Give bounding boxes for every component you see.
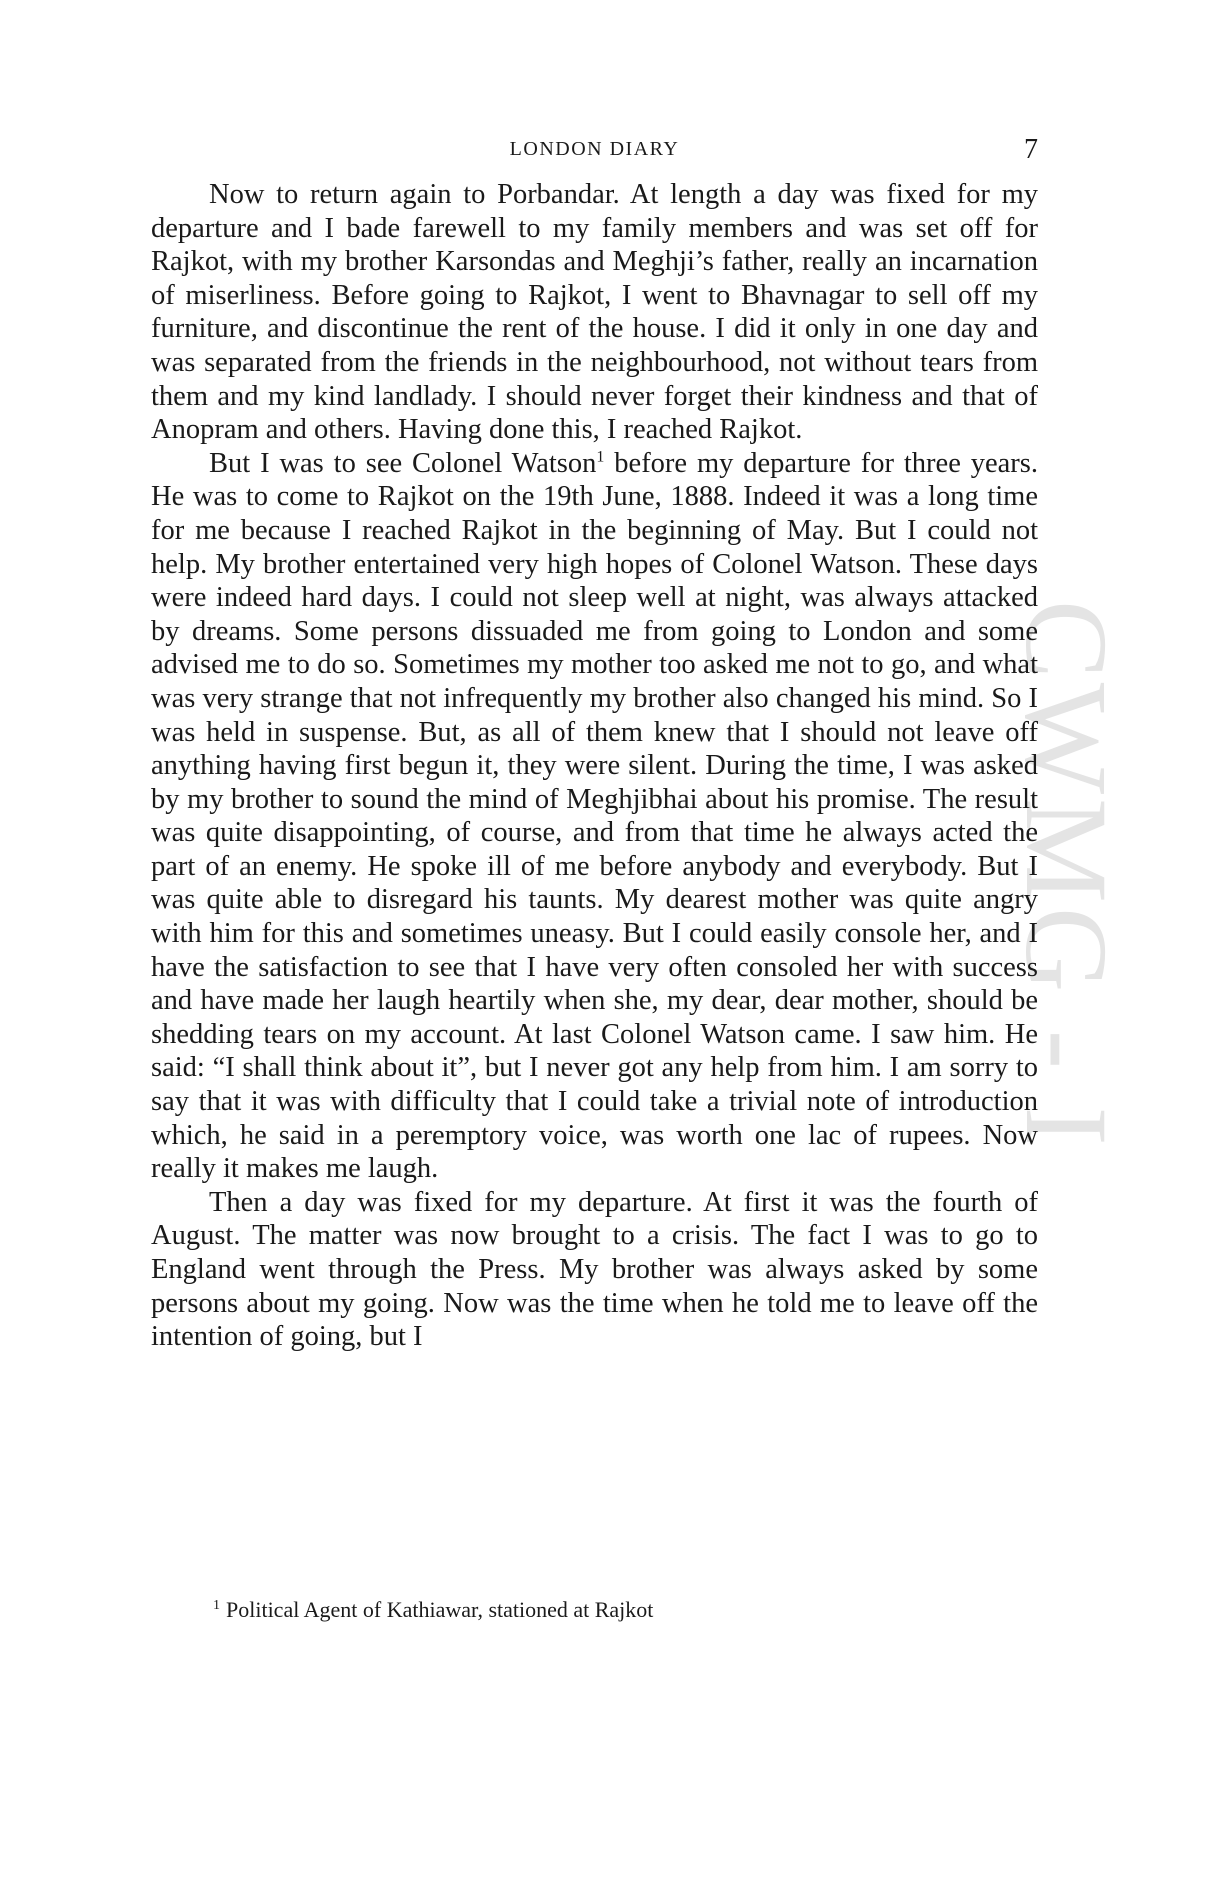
running-head bbox=[151, 134, 1038, 174]
footnote-mark: 1 bbox=[213, 1597, 220, 1613]
footnote-text: Political Agent of Kathiawar, stationed at Rajkot bbox=[226, 1597, 654, 1622]
paragraph-1: Now to return again to Porbandar. At length a day was fixed for my departure and I bade farewell to my family members and was set off for Rajkot, with my brother Karsondas and Meghji’s father, really an incarnation of miserliness. Before going to Rajkot, I went to Bhavnagar to sell off my furniture, and discontinue the rent of the house. I did it only in one day and was separated from the friends in the neighbourhood, not without tears from them and my kind landlady. I should never forget their kindness and that of Anopram and others. Having done this, I reached Rajkot. bbox=[151, 179, 1038, 446]
watermark: CWMG - I bbox=[1001, 600, 1132, 1150]
page-number: 7 bbox=[1024, 134, 1038, 165]
paragraph-2 bbox=[151, 447, 1038, 1186]
paragraph-3: Then a day was fixed for my departure. At first it was the fourth of August. The matter was now brought to a crisis. The fact I was to go to England went through the Press. My brother was always asked by some persons about my going. Now was the time when he told me to leave off the intention of going, but I bbox=[151, 1186, 1038, 1353]
running-title: LONDON DIARY bbox=[509, 138, 680, 160]
body-text bbox=[151, 178, 1038, 1354]
footnote bbox=[213, 1596, 1038, 1624]
paragraph-2-text-start: But I was to see Colonel Watson bbox=[209, 447, 597, 479]
footnote-reference: 1 bbox=[596, 448, 605, 466]
paragraph-2-text-end: before my departure for three years. He was to come to Rajkot on the 19th June, 1888. Indeed it was a long time for me because I reached Rajkot in the beginning of May. But I could not help. My brother entertained very high hopes of Colonel Watson. These days were indeed hard days. I could not sleep well at night, was always attacked by dreams. Some persons dissuaded me from going to London and some advised me to do so. Sometimes my mother too asked me not to go, and what was very strange that not infrequently my brother also changed his mind. So I was held in suspense. But, as all of them knew that I should not leave off anything having first begun it, they were silent. During the time, I was asked by my brother to sound the mind of Meghjibhai about his promise. The result was quite disappointing, of course, and from that time he always acted the part of an enemy. He spoke ill of me before anybody and everybody. But I was quite able to disregard his taunts. My dearest mother was quite angry with him for this and sometimes uneasy. But I could easily console her, and I have the satisfaction to see that I have very often consoled her with success and have made her laugh heartily when she, my dear, dear mother, should be shedding tears on my account. At last Colonel Watson came. I saw him. He said: “I shall think about it”, but I never got any help from him. I am sorry to say that it was with difficulty that I could take a trivial note of introduction which, he said in a peremptory voice, was worth one lac of rupees. Now really it makes me laugh. bbox=[151, 447, 1038, 1185]
